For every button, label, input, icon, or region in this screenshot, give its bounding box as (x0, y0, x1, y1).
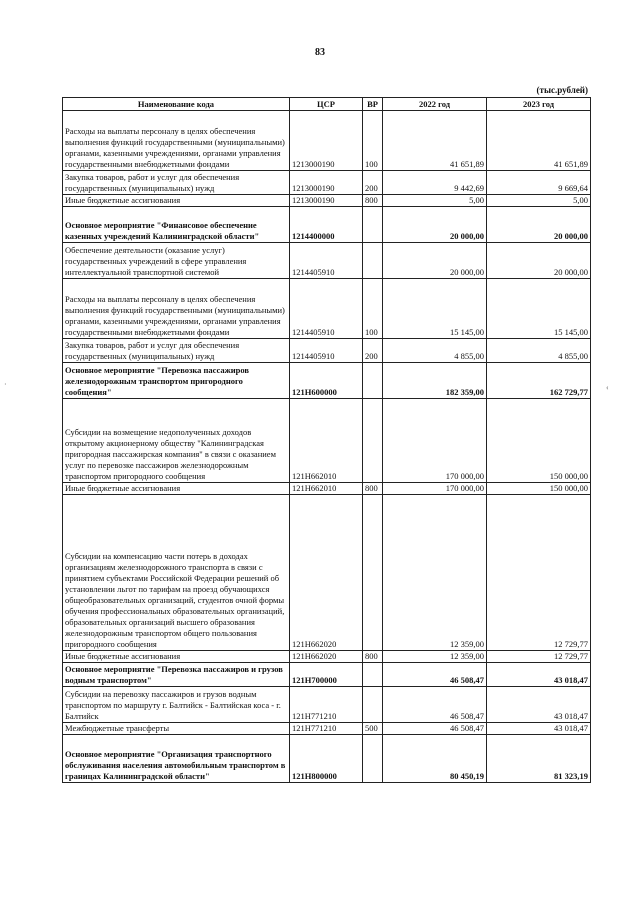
table-row (63, 339, 591, 363)
row-csr: 121Н771210 (290, 687, 363, 723)
row-csr: 121Н662010 (290, 399, 363, 483)
row-value-2023: 12 729,77 (487, 495, 591, 651)
row-name: Иные бюджетные ассигнования (63, 483, 290, 495)
row-vr: 500 (363, 723, 383, 735)
row-name: Основное мероприятие "Перевозка пассажиров железнодорожным транспортом пригородного сообщения" (63, 363, 290, 399)
row-name: Субсидии на возмещение недополученных доходов открытому акционерному обществу "Калининградская пригородная пассажирская компания" в связи с оказанием услуг по перевозке пассажиров железнодорожным транспортом пригородного сообщения (63, 399, 290, 483)
header-vr: ВР (363, 98, 383, 111)
header-csr: ЦСР (290, 98, 363, 111)
right-edge-mark: ‹ (606, 383, 609, 392)
row-value-2023: 150 000,00 (487, 399, 591, 483)
row-csr: 1214400000 (290, 207, 363, 243)
row-csr: 121Н662010 (290, 483, 363, 495)
table-row (63, 171, 591, 195)
row-vr: 100 (363, 279, 383, 339)
row-csr: 121Н771210 (290, 723, 363, 735)
row-csr: 121Н800000 (290, 735, 363, 783)
row-csr: 1213000190 (290, 111, 363, 171)
row-name: Основное мероприятие "Перевозка пассажиров и грузов водным транспортом" (63, 663, 290, 687)
row-value-2022: 20 000,00 (383, 243, 487, 279)
row-value-2023: 20 000,00 (487, 243, 591, 279)
table-row (63, 651, 591, 663)
row-csr: 121Н600000 (290, 363, 363, 399)
table-row (63, 243, 591, 279)
row-value-2022: 12 359,00 (383, 495, 487, 651)
row-name: Обеспечение деятельности (оказание услуг) государственных учреждений в сфере управления интеллектуальной транспортной системой (63, 243, 290, 279)
page-number: 83 (315, 47, 325, 58)
row-value-2022: 46 508,47 (383, 687, 487, 723)
row-value-2023: 9 669,64 (487, 171, 591, 195)
table-row (63, 399, 591, 483)
row-value-2023: 20 000,00 (487, 207, 591, 243)
table-row (63, 195, 591, 207)
row-name: Расходы на выплаты персоналу в целях обеспечения выполнения функций государственными (муниципальными) органами, казенными учреждениями, органами управления государственными внебюджетными фондами (63, 279, 290, 339)
budget-table (62, 97, 591, 783)
row-name: Субсидии на компенсацию части потерь в доходах организациям железнодорожного транспорта в связи с принятием субъектами Российской Федерации решений об установлении льгот по тарифам на проезд обучающихся общеобразовательных организаций, студентов очной формы обучения профессиональных образовательных организаций, образовательных организаций высшего образования железнодорожным транспортом общего пользования пригородного сообщения (63, 495, 290, 651)
row-csr: 121Н662020 (290, 651, 363, 663)
table-row (63, 735, 591, 783)
row-vr (363, 663, 383, 687)
row-value-2022: 5,00 (383, 195, 487, 207)
row-name: Межбюджетные трансферты (63, 723, 290, 735)
row-value-2023: 81 323,19 (487, 735, 591, 783)
table-row (63, 483, 591, 495)
row-value-2022: 9 442,69 (383, 171, 487, 195)
row-csr: 1214405910 (290, 279, 363, 339)
row-csr: 121Н662020 (290, 495, 363, 651)
row-value-2022: 41 651,89 (383, 111, 487, 171)
row-vr (363, 243, 383, 279)
header-2023: 2023 год (487, 98, 591, 111)
row-value-2023: 150 000,00 (487, 483, 591, 495)
header-name: Наименование кода (63, 98, 290, 111)
row-name: Иные бюджетные ассигнования (63, 651, 290, 663)
row-value-2022: 170 000,00 (383, 399, 487, 483)
row-name: Закупка товаров, работ и услуг для обеспечения государственных (муниципальных) нужд (63, 171, 290, 195)
row-vr: 200 (363, 339, 383, 363)
header-row (63, 98, 591, 111)
row-csr: 1213000190 (290, 195, 363, 207)
row-value-2023: 43 018,47 (487, 663, 591, 687)
row-value-2022: 4 855,00 (383, 339, 487, 363)
table-row (63, 207, 591, 243)
row-csr: 1214405910 (290, 339, 363, 363)
row-value-2022: 12 359,00 (383, 651, 487, 663)
row-value-2022: 80 450,19 (383, 735, 487, 783)
row-name: Субсидии на перевозку пассажиров и грузов водным транспортом по маршруту г. Балтийск - Балтийская коса - г. Балтийск (63, 687, 290, 723)
row-vr: 800 (363, 195, 383, 207)
row-value-2022: 46 508,47 (383, 663, 487, 687)
row-name: Основное мероприятие "Финансовое обеспечение казенных учреждений Калининградской области" (63, 207, 290, 243)
row-vr (363, 363, 383, 399)
table-row (63, 663, 591, 687)
row-value-2023: 5,00 (487, 195, 591, 207)
row-vr (363, 495, 383, 651)
row-csr: 121Н700000 (290, 663, 363, 687)
row-value-2023: 41 651,89 (487, 111, 591, 171)
row-name: Расходы на выплаты персоналу в целях обеспечения выполнения функций государственными (муниципальными) органами, казенными учреждениями, органами управления государственными внебюджетными фондами (63, 111, 290, 171)
row-value-2023: 15 145,00 (487, 279, 591, 339)
row-vr: 100 (363, 111, 383, 171)
table-row (63, 723, 591, 735)
row-value-2022: 182 359,00 (383, 363, 487, 399)
header-2022: 2022 год (383, 98, 487, 111)
table-row (63, 279, 591, 339)
row-name: Закупка товаров, работ и услуг для обеспечения государственных (муниципальных) нужд (63, 339, 290, 363)
row-value-2023: 43 018,47 (487, 687, 591, 723)
left-edge-mark: · (4, 380, 7, 389)
row-name: Иные бюджетные ассигнования (63, 195, 290, 207)
row-vr (363, 399, 383, 483)
row-name: Основное мероприятие "Организация транспортного обслуживания населения автомобильным транспортом в границах Калининградской области" (63, 735, 290, 783)
row-vr (363, 687, 383, 723)
row-value-2023: 12 729,77 (487, 651, 591, 663)
row-value-2023: 162 729,77 (487, 363, 591, 399)
row-value-2022: 20 000,00 (383, 207, 487, 243)
row-csr: 1214405910 (290, 243, 363, 279)
row-csr: 1213000190 (290, 171, 363, 195)
row-value-2023: 43 018,47 (487, 723, 591, 735)
row-vr: 800 (363, 651, 383, 663)
row-value-2022: 46 508,47 (383, 723, 487, 735)
table-row (63, 111, 591, 171)
table-row (63, 363, 591, 399)
row-vr (363, 735, 383, 783)
row-vr: 800 (363, 483, 383, 495)
table-row (63, 495, 591, 651)
row-value-2023: 4 855,00 (487, 339, 591, 363)
row-vr (363, 207, 383, 243)
row-vr: 200 (363, 171, 383, 195)
units-label: (тыс.рублей) (536, 85, 588, 95)
row-value-2022: 15 145,00 (383, 279, 487, 339)
table-row (63, 687, 591, 723)
row-value-2022: 170 000,00 (383, 483, 487, 495)
